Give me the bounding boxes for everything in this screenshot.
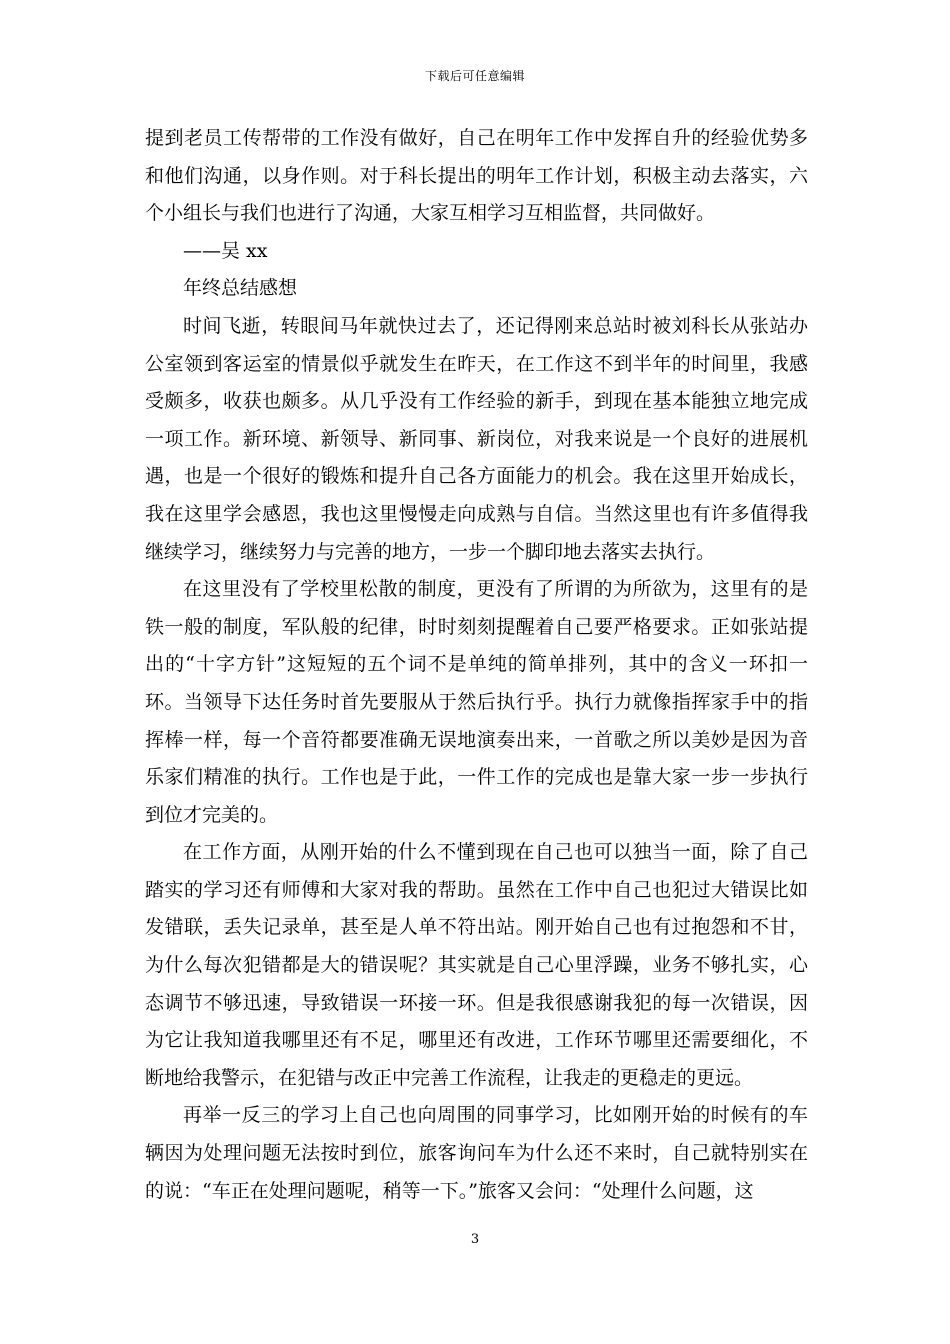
section-title: 年终总结感想 (183, 277, 298, 300)
paragraph: 时间飞逝，转眼间马年就快过去了，还记得刚来总站时被刘科长从张站办公室领到客运室的情景似乎就发生在昨天，在工作这不到半年的时间里，我感受颇多，收获也颇多。从几乎没有工作经验的新手，到现在基本能独立地完成一项工作。新环境、新领导、新同事、新岗位，对我来说是一个良好的进展机遇，也是一个很好的锻炼和提升自己各方面能力的机会。我在这里开始成长，我在这里学会感恩，我也这里慢慢走向成熟与自信。当然这里也有许多值得我继续学习，继续努力与完善的地方，一步一个脚印地去落实去执行。 (145, 314, 808, 563)
page-number: 3 (470, 1232, 480, 1247)
paragraph: 再举一反三的学习上自己也向周围的同事学习，比如刚开始的时候有的车辆因为处理问题无法按时到位，旅客询问车为什么还不来时，自己就特别实在的说：“车正在处理问题呢，稍等一下。”旅客又会问：“处理什么问题，这 (145, 1104, 808, 1202)
paragraph: 在这里没有了学校里松散的制度，更没有了所谓的为所欲为，这里有的是铁一般的制度，军队般的纪律，时时刻刻提醒着自己要严格要求。正如张站提出的“十字方针”这短短的五个词不是单纯的简单排列，其中的含义一环扣一环。当领导下达任务时首先要服从于然后执行乎。执行力就像指挥家手中的指挥棒一样，每一个音符都要准确无误地演奏出来，一首歌之所以美妙是因为音乐家们精准的执行。工作也是于此，一件工作的完成也是靠大家一步一步执行到位才完美的。 (145, 578, 808, 826)
page-header: 下载后可任意编辑 (424, 69, 525, 83)
paragraph: 提到老员工传帮带的工作没有做好，自己在明年工作中发挥自升的经验优势多和他们沟通，以身作则。对于科长提出的明年工作计划，积极主动去落实，六个小组长与我们也进行了沟通，大家互相学习互相监督，共同做好。 (145, 127, 808, 225)
signature-line: ——吴 xx (183, 239, 268, 262)
paragraph: 在工作方面，从刚开始的什么不懂到现在自己也可以独当一面，除了自己踏实的学习还有师傅和大家对我的帮助。虽然在工作中自己也犯过大错误比如发错联，丢失记录单，甚至是人单不符出站。刚开始自己也有过抱怨和不甘，为什么每次犯错都是大的错误呢？其实就是自己心里浮躁，业务不够扎实，心态调节不够迅速，导致错误一环接一环。但是我很感谢我犯的每一次错误，因为它让我知道我哪里还有不足，哪里还有改进，工作环节哪里还需要细化，不断地给我警示，在犯错与改正中完善工作流程，让我走的更稳走的更远。 (145, 841, 808, 1089)
document-body (145, 120, 808, 1210)
